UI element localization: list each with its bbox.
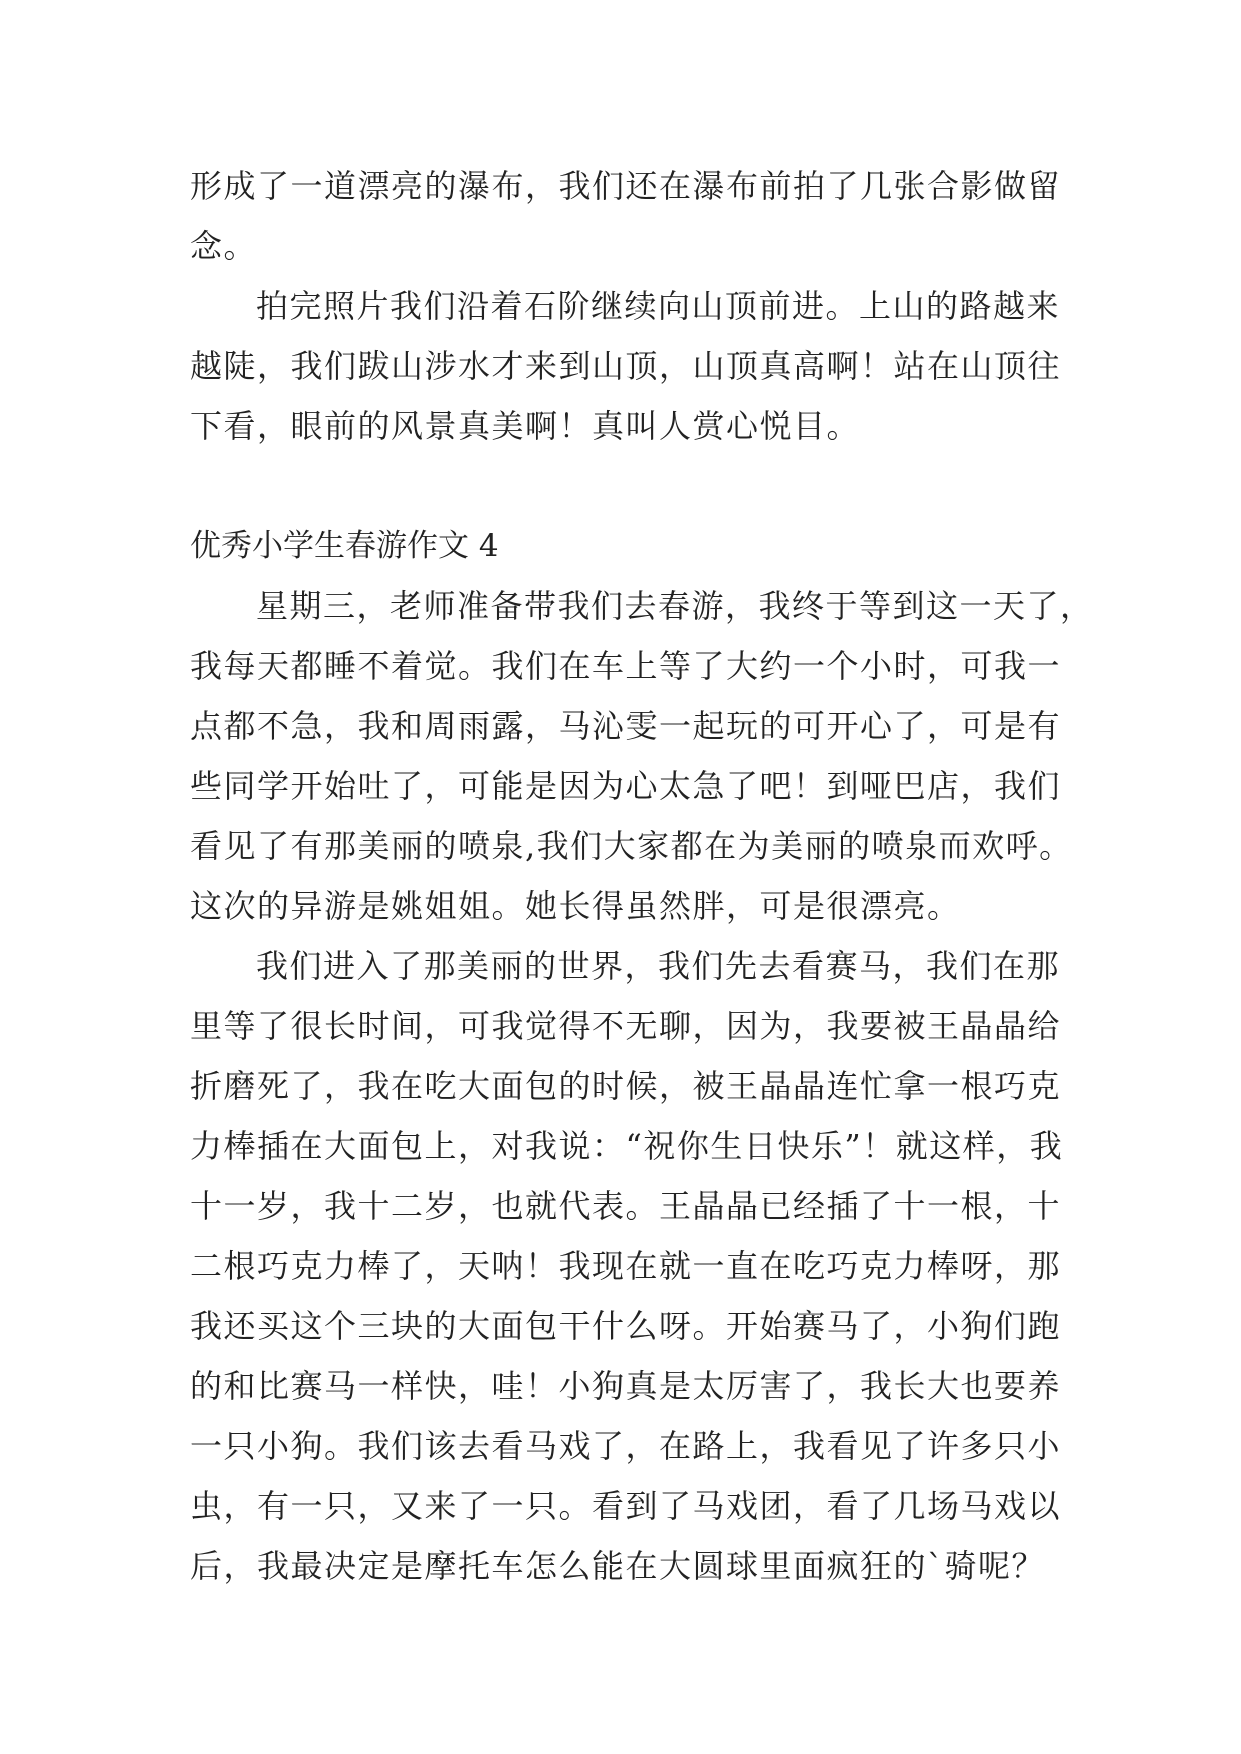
paragraph-2 bbox=[190, 276, 1062, 456]
text-line: 一只小狗。我们该去看马戏了，在路上，我看见了许多只小 bbox=[190, 1427, 1062, 1465]
text-line: 力棒插在大面包上，对我说：“祝你生日快乐”！就这样，我 bbox=[190, 1127, 1064, 1165]
text-line: 里等了很长时间，可我觉得不无聊，因为，我要被王晶晶给 bbox=[190, 1007, 1062, 1045]
text-line: 我每天都睡不着觉。我们在车上等了大约一个小时，可我一 bbox=[190, 647, 1062, 685]
text-line: 我们进入了那美丽的世界，我们先去看赛马，我们在那 bbox=[256, 947, 1061, 985]
text-line: 形成了一道漂亮的瀑布，我们还在瀑布前拍了几张合影做留 bbox=[190, 167, 1062, 205]
text-line: 这次的异游是姚姐姐。她长得虽然胖，可是很漂亮。 bbox=[190, 887, 961, 925]
paragraph-4 bbox=[190, 936, 1064, 1596]
text-line: 的和比赛马一样快，哇！小狗真是太厉害了，我长大也要养 bbox=[190, 1367, 1062, 1405]
text-line: 看见了有那美丽的喷泉,我们大家都在为美丽的喷泉而欢呼。 bbox=[190, 827, 1073, 865]
text-line: 点都不急，我和周雨露，马沁雯一起玩的可开心了，可是有 bbox=[190, 707, 1062, 745]
text-line: 些同学开始吐了，可能是因为心太急了吧！到哑巴店，我们 bbox=[190, 767, 1062, 805]
text-line: 星期三，老师准备带我们去春游，我终于等到这一天了， bbox=[256, 587, 1094, 625]
document-page bbox=[190, 156, 1094, 1596]
text-line: 虫，有一只，又来了一只。看到了马戏团，看了几场马戏以 bbox=[190, 1487, 1062, 1525]
text-line: 拍完照片我们沿着石阶继续向山顶前进。上山的路越来 bbox=[256, 287, 1061, 325]
paragraph-spacer bbox=[190, 456, 1058, 516]
section-heading: 优秀小学生春游作文 4 bbox=[190, 528, 499, 564]
text-line: 后，我最决定是摩托车怎么能在大圆球里面疯狂的`骑呢？ bbox=[190, 1547, 1046, 1585]
paragraph-1 bbox=[190, 156, 1062, 276]
text-line: 我还买这个三块的大面包干什么呀。开始赛马了，小狗们跑 bbox=[190, 1307, 1062, 1345]
paragraph-3 bbox=[190, 576, 1094, 936]
text-line: 二根巧克力棒了，天呐！我现在就一直在吃巧克力棒呀，那 bbox=[190, 1247, 1062, 1285]
text-line: 折磨死了，我在吃大面包的时候，被王晶晶连忙拿一根巧克 bbox=[190, 1067, 1062, 1105]
text-line: 越陡，我们跋山涉水才来到山顶，山顶真高啊！站在山顶往 bbox=[190, 347, 1062, 385]
text-line: 十一岁，我十二岁，也就代表。王晶晶已经插了十一根，十 bbox=[190, 1187, 1062, 1225]
text-line: 下看，眼前的风景真美啊！真叫人赏心悦目。 bbox=[190, 407, 861, 445]
text-line: 念。 bbox=[190, 227, 258, 265]
